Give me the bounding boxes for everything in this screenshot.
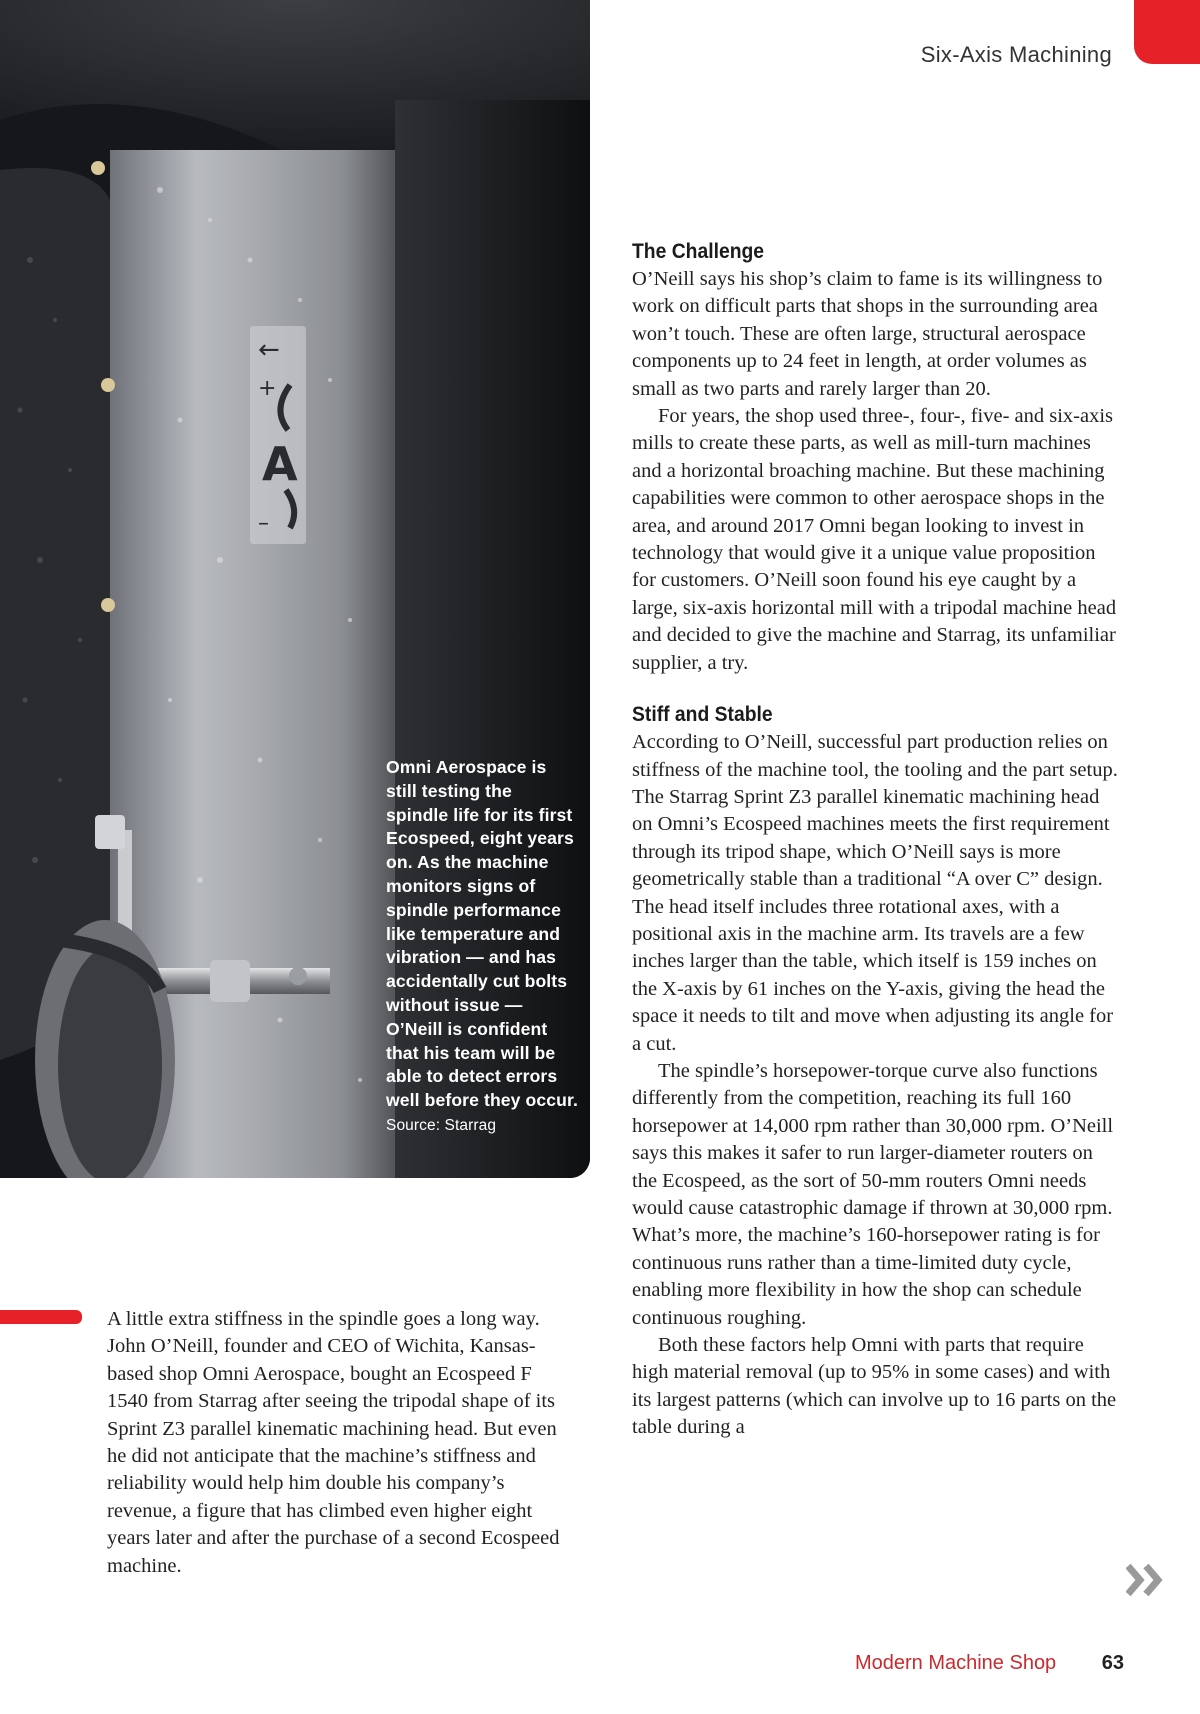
intro-accent-bar <box>0 1310 82 1324</box>
section-label: Six-Axis Machining <box>920 42 1112 67</box>
stable-paragraph-1: According to O’Neill, successful part production relies on stiffness of the machine tool, the tooling and the part setup. The Starrag Sprint Z3 parallel kinematic machining head on Omni’s Ecospeed machines meets the first requirement through its tripod shape, which O’Neill says is more geometrically stable than a traditional “A over C” design. The head itself includes three rotational axes, with a positional axis in the machine arm. Its travels are a few inches larger than the table, which itself is 159 inches on the X-axis by 61 inches on the Y-axis, giving the head the space it needs to tilt and move when adjusting its angle for a cut. <box>632 731 1118 1055</box>
page-number: 63 <box>1101 1652 1124 1674</box>
intro-paragraph: A little extra stiffness in the spindle goes a long way. John O’Neill, founder and CEO of Wichita, Kansas-based shop Omni Aerospace, bought an Ecospeed F 1540 from Starrag after seeing the tripodal shape of its Sprint Z3 parallel kinematic machining head. But even he did not anticipate that the machine’s stiffness and reliability would help him double his company’s revenue, a figure that has climbed even higher eight years later and after the purchase of a second Ecospeed machine. <box>107 1308 560 1577</box>
heading-the-challenge: The Challenge <box>632 240 765 263</box>
section-tab-accent <box>1134 0 1200 64</box>
page-footer <box>855 1652 1124 1675</box>
photo-credit: Source: Starrag <box>386 1116 497 1134</box>
stable-paragraph-3: Both these factors help Omni with parts that require high material removal (up to 95% in some cases) and with its largest patterns (which can involve up to 16 parts on the table during a <box>632 1334 1117 1439</box>
sign-plus: + <box>258 376 277 401</box>
caption-text: Omni Aerospace is still testing the spindle life for its first Ecospeed, eight years on. As the machine monitors signs of spindle performance like temperature and vibration — and has accidentally cut bolts without issue — O’Neill is confident that his team will be able to detect errors well before they occur. <box>386 757 578 1111</box>
sign-minus: – <box>258 511 269 536</box>
sign-letter: A <box>262 437 298 491</box>
heading-stiff-and-stable: Stiff and Stable <box>632 703 773 727</box>
double-chevron-right-icon <box>1126 1562 1166 1598</box>
challenge-paragraph-2: For years, the shop used three-, four-, five- and six-axis mills to create these parts, as well as mill-turn machines and a horizontal broaching machine. But these machining capabilities were common to other aerospace shops in the area, and around 2017 Omni began looking to invest in technology that would give it a unique value proposition for customers. O’Neill soon found his eye caught by a large, six-axis horizontal mill with a tripodal machine head and decided to give the machine and Starrag, its unfamiliar supplier, a try. <box>632 405 1117 674</box>
photo-caption <box>386 756 578 1138</box>
article-column-right <box>632 238 1122 1442</box>
stable-paragraph-2: The spindle’s horsepower-torque curve also functions differently from the competition, reaching its full 160 horsepower at 14,000 rpm rather than 30,000 rpm. O’Neill says this makes it safer to run larger-diameter routers on the Ecospeed, as the sort of 50-mm routers Omni needs would cause catastrophic damage if thrown at 30,000 rpm. What’s more, the machine’s 160-horsepower rating is for continuous runs rather than a time-limited duty cycle, enabling more flexibility in how the shop can schedule continuous roughing. <box>632 1059 1114 1329</box>
article-intro <box>107 1306 577 1580</box>
machine-photo <box>0 0 590 1178</box>
challenge-paragraph-1: O’Neill says his shop’s claim to fame is its willingness to work on difficult parts that shops in the surrounding area won’t touch. These are often large, structural aerospace components up to 24 feet in length, at order volumes as small as two parts and rarely larger than 20. <box>632 268 1103 400</box>
sign-arrow-glyph: ← <box>258 335 280 365</box>
magazine-name: Modern Machine Shop <box>854 1652 1057 1674</box>
